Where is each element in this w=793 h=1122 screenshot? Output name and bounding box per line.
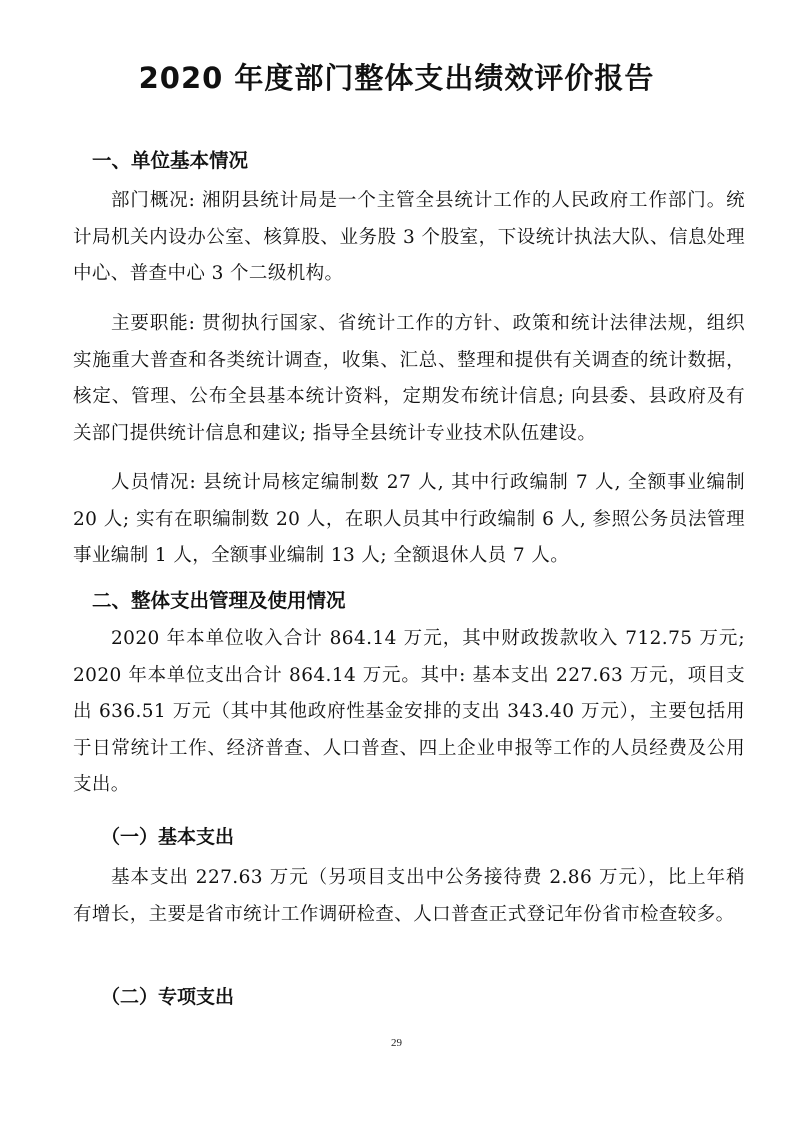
paragraph-main-duties: 主要职能: 贯彻执行国家、省统计工作的方针、政策和统计法律法规，组织实施重大普查和各类统计调查，收集、汇总、整理和提供有关调查的统计数据，核定、管理、公布全县基本统计资料，定期发布统计信息; 向县委、县政府及有关部门提供统计信息和建议; 指导全县统计专业技术队伍建设。 — [73, 313, 745, 444]
subsection-heading-basic-expenditure: （一）基本支出 — [101, 826, 235, 848]
paragraph-basic-expenditure: 基本支出 227.63 万元（另项目支出中公务接待费 2.86 万元），比上年稍有增长，主要是省市统计工作调研检查、人口普查正式登记年份省市检查较多。 — [73, 867, 745, 925]
paragraph-staffing: 人员情况: 县统计局核定编制数 27 人, 其中行政编制 7 人, 全额事业编制 20 人; 实有在职编制数 20 人，在职人员其中行政编制 6 人, 参照公务员法管理事业编制 1 人，全额事业编制 13 人; 全额退休人员 7 人。 — [73, 472, 745, 566]
page-title: 2020 年度部门整体支出绩效评价报告 — [138, 61, 655, 95]
section-heading-expenditure: 二、整体支出管理及使用情况 — [92, 589, 346, 612]
paragraph-budget-summary: 2020 年本单位收入合计 864.14 万元，其中财政拨款收入 712.75 万元; 2020 年本单位支出合计 864.14 万元。其中: 基本支出 227.63 万元，项目支出 636.51 万元（其中其他政府性基金安排的支出 343.40 万元），主要包括用于日常统计工作、经济普查、人口普查、四上企业申报等工作的人员经费及公用支出。 — [73, 628, 745, 795]
subsection-heading-special-expenditure: （二）专项支出 — [101, 986, 235, 1008]
paragraph-department-overview: 部门概况: 湘阴县统计局是一个主管全县统计工作的人民政府工作部门。统计局机关内设办公室、核算股、业务股 3 个股室，下设统计执法大队、信息处理中心、普查中心 3 个二级机构。 — [73, 190, 745, 284]
section-heading-basic-info: 一、单位基本情况 — [92, 149, 249, 172]
page-number: 29 — [391, 1037, 402, 1049]
